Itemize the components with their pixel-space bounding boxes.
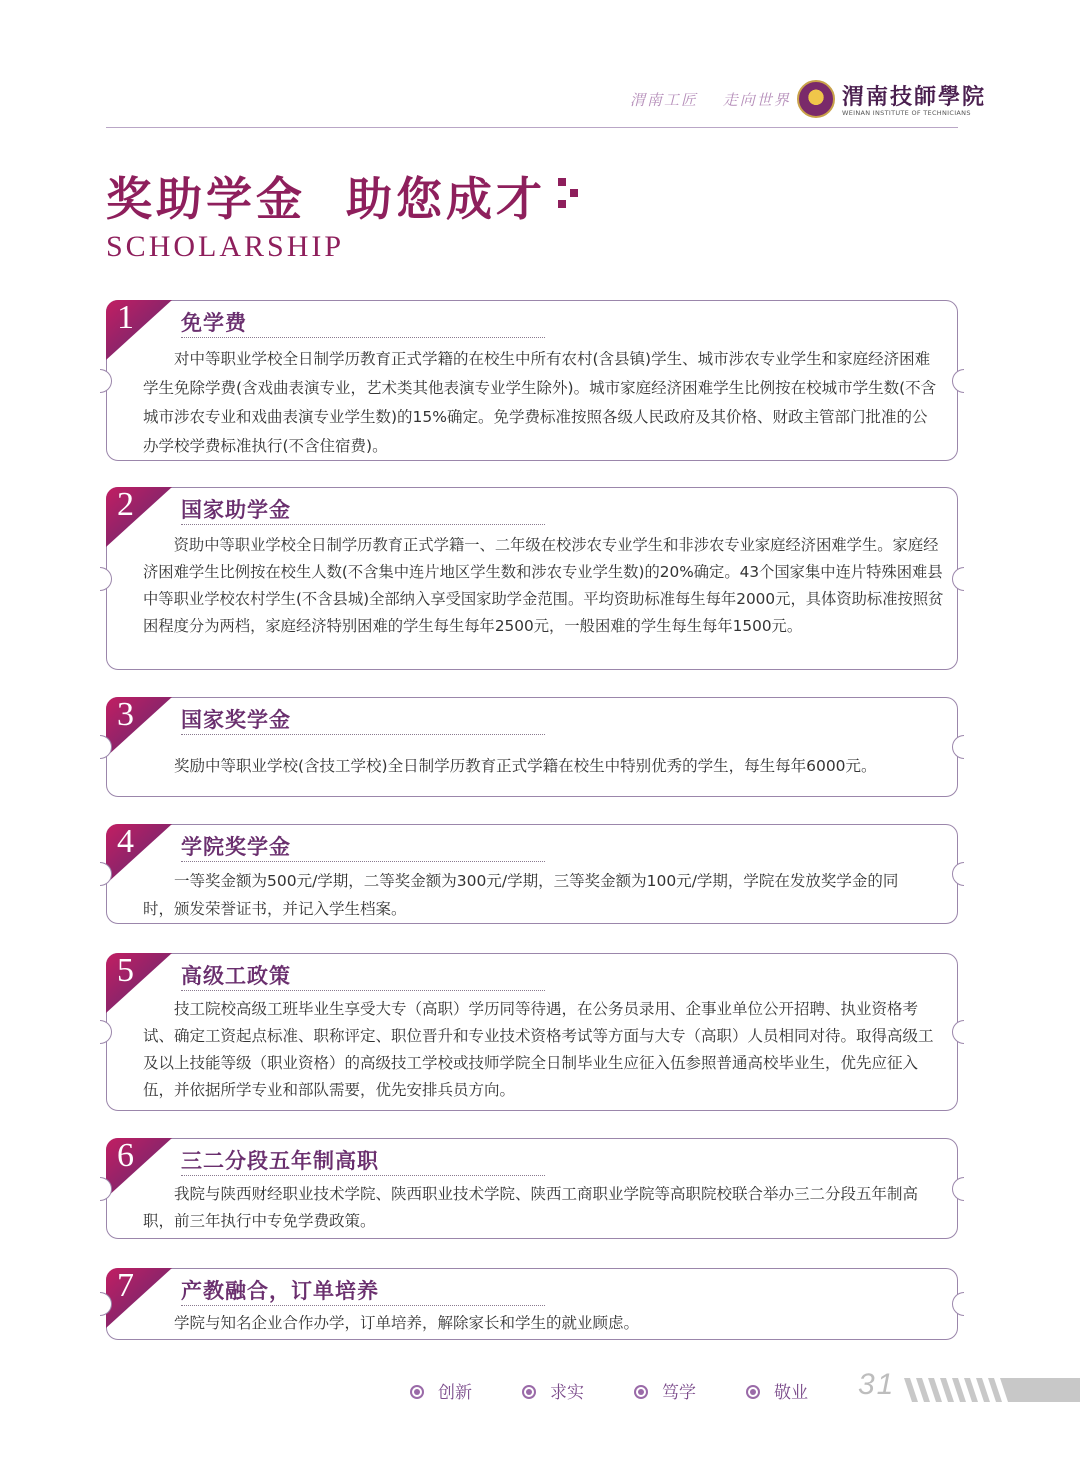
card-notch-left <box>100 369 112 393</box>
section-card-6 <box>106 1138 958 1239</box>
section-body: 技工院校高级工班毕业生享受大专（高职）学历同等待遇，在公务员录用、企事业单位公开招聘、执业资格考试、确定工资起点标准、职称评定、职位晋升和专业技术资格考试等方面与大专（高职）人员相同对待。取得高级工及以上技能等级（职业资格）的高级技工学校或技师学院全日制毕业生应征入伍参照普通高校毕业生，优先应征入伍，并依据所学专业和部队需要，优先安排兵员方向。 <box>143 1000 934 1099</box>
footer-value-item <box>410 1378 472 1403</box>
section-number: 5 <box>117 952 134 989</box>
card-notch-right <box>952 862 964 886</box>
section-title: 三二分段五年制高职 <box>181 1149 379 1173</box>
section-card-5 <box>106 953 958 1111</box>
footer-value-item <box>746 1378 808 1403</box>
section-number: 6 <box>117 1137 134 1174</box>
section-number: 1 <box>117 299 134 336</box>
footer-value-item <box>634 1378 696 1403</box>
title-dotted-line <box>181 990 545 991</box>
section-number: 3 <box>117 696 134 733</box>
page-title: 奖助学金 助您成才 <box>106 172 547 226</box>
card-notch-right <box>952 567 964 591</box>
footer-value-label: 敬业 <box>774 1383 808 1403</box>
section-card-4 <box>106 824 958 924</box>
school-name-en: WEINAN INSTITUTE OF TECHNICIANS <box>842 109 971 117</box>
title-arrow-icon <box>558 178 582 208</box>
header-slogan <box>630 89 809 110</box>
section-card-3 <box>106 697 958 797</box>
section-body: 资助中等职业学校全日制学历教育正式学籍一、二年级在校涉农专业学生和非涉农专业家庭经济困难学生。家庭经济困难学生比例按在校生人数(不含集中连片地区学生数和涉农专业学生数)的20%确定。43个国家集中连片特殊困难县中等职业学校农村学生(不含县城)全部纳入享受国家助学金范围。平均资助标准每生每年2000元，具体资助标准按照贫困程度分为两档，家庭经济特别困难的学生每生每年2500元，一般困难的学生每生每年1500元。 <box>143 536 944 635</box>
card-notch-right <box>952 1177 964 1201</box>
title-dotted-line <box>181 337 545 338</box>
school-name: 渭南技師學院 <box>842 84 987 110</box>
section-title: 学院奖学金 <box>181 835 291 859</box>
slogan-part-1: 渭南工匠 <box>630 91 699 109</box>
card-notch-right <box>952 1020 964 1044</box>
slogan-part-2: 走向世界 <box>722 91 791 109</box>
page-stripe-decoration <box>900 1378 1080 1402</box>
section-title: 高级工政策 <box>181 964 291 988</box>
section-title: 产教融合，订单培养 <box>181 1279 379 1303</box>
section-body: 一等奖金额为500元/学期，二等奖金额为300元/学期，三等奖金额为100元/学期，学院在发放奖学金的同时，颁发荣誉证书，并记入学生档案。 <box>143 872 899 918</box>
section-title: 免学费 <box>181 311 247 335</box>
section-card-7 <box>106 1268 958 1340</box>
bullet-icon <box>746 1385 760 1399</box>
section-card-1 <box>106 300 958 461</box>
bullet-icon <box>634 1385 648 1399</box>
section-number: 7 <box>117 1267 134 1304</box>
title-dotted-line <box>181 524 545 525</box>
card-notch-right <box>952 369 964 393</box>
section-body: 我院与陕西财经职业技术学院、陕西职业技术学院、陕西工商职业学院等高职院校联合举办三二分段五年制高职，前三年执行中专免学费政策。 <box>143 1185 919 1230</box>
card-notch-left <box>100 1020 112 1044</box>
section-body: 奖励中等职业学校(含技工学校)全日制学历教育正式学籍在校生中特别优秀的学生，每生每年6000元。 <box>174 757 877 775</box>
section-body: 学院与知名企业合作办学，订单培养，解除家长和学生的就业顾虑。 <box>174 1314 640 1332</box>
section-number-badge <box>106 697 172 759</box>
footer-value-label: 求实 <box>550 1383 584 1403</box>
school-emblem-icon <box>797 80 835 118</box>
bullet-icon <box>522 1385 536 1399</box>
section-number: 4 <box>117 823 134 860</box>
title-dotted-line <box>181 1305 545 1306</box>
card-notch-right <box>952 1292 964 1316</box>
footer-value-label: 笃学 <box>662 1383 696 1403</box>
header-divider <box>106 127 958 128</box>
page-number: 31 <box>858 1368 896 1401</box>
section-title: 国家奖学金 <box>181 708 291 732</box>
section-card-2 <box>106 487 958 670</box>
title-dotted-line <box>181 734 545 735</box>
section-body: 对中等职业学校全日制学历教育正式学籍的在校生中所有农村(含县镇)学生、城市涉农专业学生和家庭经济困难学生免除学费(含戏曲表演专业，艺术类其他表演专业学生除外)。城市家庭经济困难学生比例按在校城市学生数(不含城市涉农专业和戏曲表演专业学生数)的15%确定。免学费标准按照各级人民政府及其价格、财政主管部门批准的公办学校学费标准执行(不含住宿费)。 <box>143 350 937 455</box>
title-dotted-line <box>181 1175 545 1176</box>
section-number: 2 <box>117 486 134 523</box>
section-title: 国家助学金 <box>181 498 291 522</box>
title-dotted-line <box>181 861 545 862</box>
footer-value-label: 创新 <box>438 1383 472 1403</box>
card-notch-right <box>952 735 964 759</box>
page-subtitle-en: SCHOLARSHIP <box>106 230 345 263</box>
footer-value-item <box>522 1378 584 1403</box>
card-notch-left <box>100 567 112 591</box>
bullet-icon <box>410 1385 424 1399</box>
